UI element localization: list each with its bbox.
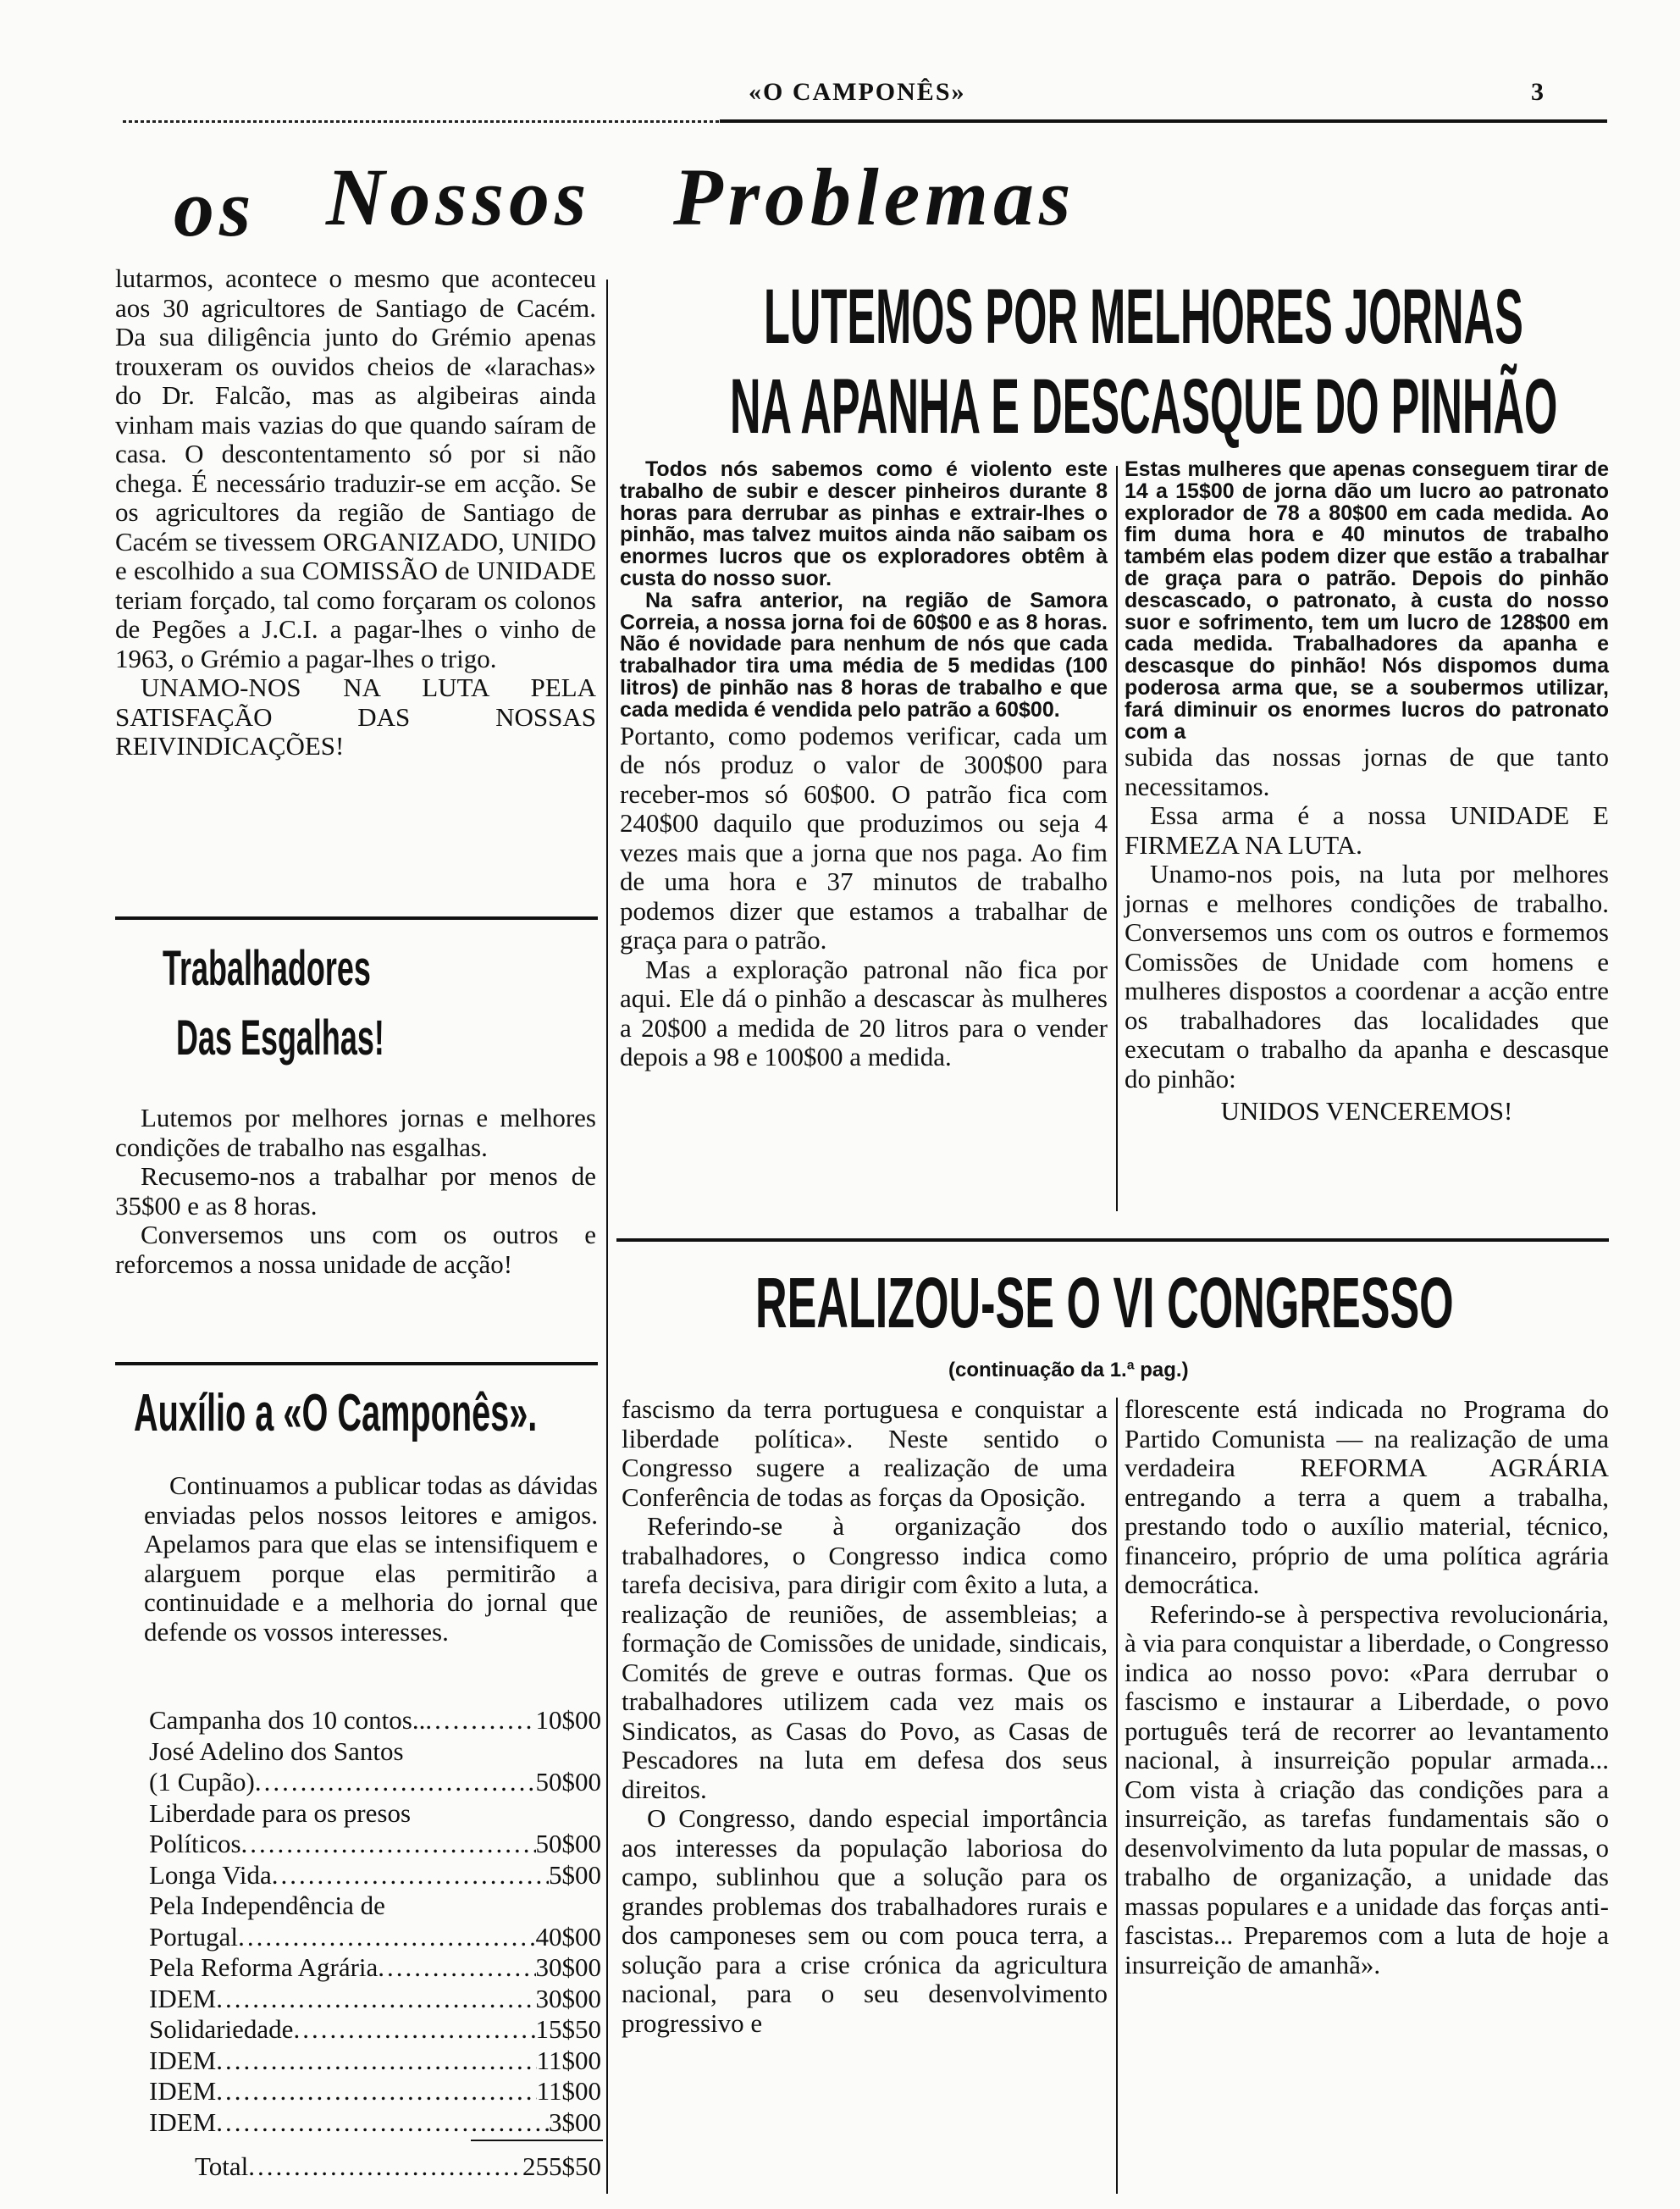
intro-call: UNAMO-NOS NA LUTA PELA SATISFAÇÃO DAS NOSSAS REIVINDICAÇÕES! xyxy=(115,673,596,761)
donation-row: Pela Reforma Agrária ..... 30$00 xyxy=(149,1952,601,1984)
congresso-col1 xyxy=(622,1395,1108,2038)
lutemos-slogan: UNIDOS VENCEREMOS! xyxy=(1220,1096,1513,1127)
donation-row: Solidariedade ..... 15$50 xyxy=(149,2014,601,2046)
congresso-headline: REALIZOU-SE O VI CONGRESSO xyxy=(755,1263,1454,1343)
congresso-col2-p1: florescente está indicada no Programa do Partido Comunista — na realização de uma verdadeira REFORMA AGRÁRIA entregando a terra a quem a trabalha, prestando todo o auxílio material, técnico, financeiro, próprio de uma política agrária democrática. xyxy=(1125,1394,1609,1599)
banner-word-problemas: Problemas xyxy=(673,152,1076,242)
page-number: 3 xyxy=(1531,78,1545,106)
esgalhas-article xyxy=(115,1104,596,1279)
intro-article xyxy=(115,264,596,761)
auxilio-title: Auxílio a «O Camponês». xyxy=(134,1384,538,1442)
lutemos-headline-1: LUTEMOS POR MELHORES JORNAS xyxy=(764,274,1523,360)
lutemos-col1-p1: Todos nós sabemos como é violento este trabalho de subir e descer pinheiros durante 8 horas para derrubar as pinhas e extrair-lhes o pinhão, mas talvez muitos ainda não saibam os enormes lucros que os exploradores obtêm à custa do nosso suor. xyxy=(620,457,1108,590)
congresso-col1-p2: Referindo-se à organização dos trabalhadores, o Congresso indica como tarefa decisiva, para dirigir com êxito a luta, a realização de reuniões, de assembleias; a formação de Comissões de unidade, sindicais, Comités de greve e outras formas. Que os trabalhadores utilizem cada vez mais os Sindicatos, as Casas do Povo, as Casas de Pescadores na luta em defesa dos seus direitos. xyxy=(622,1511,1108,1804)
left-rule-1 xyxy=(115,916,598,920)
lutemos-col1 xyxy=(620,459,1108,1072)
lutemos-divider xyxy=(1116,466,1118,1211)
total-label: Total xyxy=(195,2151,249,2181)
banner-word-nossos: Nossos xyxy=(326,152,592,242)
donation-row: Liberdade para os presos xyxy=(149,1797,412,1828)
donation-total xyxy=(195,2151,601,2183)
lutemos-col1-p3: Portanto, como podemos verificar, cada um de nós produz o valor de 300$00 para receber-mos só 60$00. O patrão fica com 240$00 daquilo que produzimos ou seja 4 vezes mais que a jorna que nos paga. Ao fim de uma hora e 37 minutos de trabalho podemos dizer que estamos a trabalhar de graça para o patrão. xyxy=(620,720,1108,955)
esgalhas-p1: Lutemos por melhores jornas e melhores condições de trabalho nas esgalhas. xyxy=(115,1103,596,1162)
donation-row: IDEM ..... 3$00 xyxy=(149,2107,601,2139)
lutemos-headline-2: NA APANHA E DESCASQUE DO PINHÃO xyxy=(730,363,1558,450)
esgalhas-title-2: Das Esgalhas! xyxy=(176,1010,384,1066)
masthead: «O CAMPONÊS» xyxy=(749,78,966,106)
total-rule xyxy=(471,2140,603,2141)
donation-row: IDEM ..... 11$00 xyxy=(149,2046,601,2077)
auxilio-intro xyxy=(144,1471,598,1647)
donation-row: Longa Vida ..... 5$00 xyxy=(149,1860,601,1891)
esgalhas-title-1: Trabalhadores xyxy=(163,941,371,996)
esgalhas-p2: Recusemo-nos a trabalhar por menos de 35$00 e as 8 horas. xyxy=(115,1161,596,1221)
lutemos-col2-p3: Essa arma é a nossa UNIDADE E FIRMEZA NA LUTA. xyxy=(1125,800,1609,860)
left-rule-2 xyxy=(115,1362,598,1365)
donation-row: Pela Independência de xyxy=(149,1891,385,1920)
donation-row: José Adelino dos Santos xyxy=(149,1736,404,1766)
esgalhas-p3: Conversemos uns com os outros e reforcemos a nossa unidade de acção! xyxy=(115,1220,596,1279)
donation-row: IDEM ..... 30$00 xyxy=(149,1984,601,2015)
continuation-note: (continuação da 1.ª pag.) xyxy=(948,1359,1189,1381)
donation-row: (1 Cupão) ..... 50$00 xyxy=(149,1767,601,1798)
auxilio-intro-text: Continuamos a publicar todas as dávidas enviadas pelos nossos leitores e amigos. Apelamos para que elas se intensifiquem e alarguem porque elas permitirão a continuidade e a melhoria do jornal que defende os vossos interesses. xyxy=(144,1470,598,1647)
lutemos-col2-p2: subida das nossas jornas de que tanto necessitamos. xyxy=(1125,742,1609,801)
donation-row: Campanha dos 10 contos.. ..... 10$00 xyxy=(149,1705,601,1736)
donation-list xyxy=(149,1705,601,2138)
congresso-col2 xyxy=(1125,1395,1609,1979)
column-divider xyxy=(606,280,608,2194)
right-section-rule xyxy=(616,1238,1609,1242)
donation-row: IDEM ..... 11$00 xyxy=(149,2076,601,2107)
lutemos-col1-p4: Mas a exploração patronal não fica por aqui. Ele dá o pinhão a descascar às mulheres a 20$00 a medida de 20 litros para o vender depois a 98 e 100$00 a medida. xyxy=(620,954,1108,1072)
intro-text: lutarmos, acontece o mesmo que aconteceu aos 30 agricultores de Santiago de Cacém. Da sua diligência junto do Grémio apenas trouxeram os ouvidos cheios de «larachas» do Dr. Falcão, mas as algibeiras ainda vinham mais vazias do que quando saíram de casa. O descontentamento só por si não chega. É necessário traduzir-se em acção. Se os agricultores da região de Santiago de Cacém se tivessem ORGANIZADO, UNIDO e escolhido a sua COMISSÃO de UNIDADE teriam forçado, tal como forçaram os colonos de Pegões a J.C.I. a pagar-lhes o vinho de 1963, o Grémio a pagar-lhes o trigo. xyxy=(115,263,596,673)
lutemos-col2-p1: Estas mulheres que apenas conseguem tirar de 14 a 15$00 de jorna dão um lucro ao patronato explorador de 78 a 80$00 em cada medida. Ao fim duma hora e 40 minutos de trabalho também elas podem dizer que estão a trabalhar de graça para o patrão. Depois do pinhão descascado, o patronato, à custa do nosso suor e sofrimento, tem um lucro de 128$00 em cada medida. Trabalhadores da apanha e descasque do pinhão! Nós dispomos duma poderosa arma que, se a soubermos utilizar, fará diminuir os enormes lucros do patronato com a xyxy=(1125,457,1609,744)
lutemos-col2-p4: Unamo-nos pois, na luta por melhores jornas e melhores condições de trabalho. Conversemos uns com os outros e formemos Comissões de Unidade com homens e mulheres dispostos a coordenar a acção entre os trabalhadores das localidades que executam o trabalho da apanha e descasque do pinhão: xyxy=(1125,859,1609,1093)
congresso-col1-p1: fascismo da terra portuguesa e conquistar a liberdade política». Neste sentido o Congresso sugere a realização de uma Conferência de todas as forças da Oposição. xyxy=(622,1394,1108,1512)
congresso-col1-p3: O Congresso, dando especial importância aos interesses da população laboriosa do campo, sublinhou que a solução para os grandes problemas dos trabalhadores rurais e dos camponeses sem ou com pouca terra, a solução para a crise crónica da agricultura nacional, para o seu desenvolvimento progressivo e xyxy=(622,1803,1108,2038)
lutemos-col2 xyxy=(1125,459,1609,1127)
donation-row: Portugal ..... 40$00 xyxy=(149,1922,601,1953)
total-amount: 255$50 xyxy=(522,2151,601,2181)
banner-word-os: os xyxy=(174,163,257,253)
congresso-col2-p2: Referindo-se à perspectiva revolucionária, à via para conquistar a liberdade, o Congresso indica ao nosso povo: «Para derrubar o fascismo e instaurar a Liberdade, o povo português terá de recorrer ao levantamento nacional, à insurreição popular armada... Com vista à criação das condições para a insurreição, as tarefas fundamentais são o desenvolvimento da luta popular de massas, o trabalho de organização, a unidade das massas populares e a unidade das forças anti-fascistas... Preparemos com a luta de hoje a insurreição de amanhã». xyxy=(1125,1598,1609,1979)
donation-row: Políticos ..... 50$00 xyxy=(149,1829,601,1860)
congresso-divider xyxy=(1116,1398,1118,2194)
lutemos-col1-p2: Na safra anterior, na região de Samora Correia, a nossa jorna foi de 60$00 e as 8 horas. Não é novidade para nenhum de nós que cada trabalhador tira uma média de 5 medidas (100 litros) de pinhão nas 8 horas de trabalho e que cada medida é vendida pelo patrão a 60$00. xyxy=(620,588,1108,722)
